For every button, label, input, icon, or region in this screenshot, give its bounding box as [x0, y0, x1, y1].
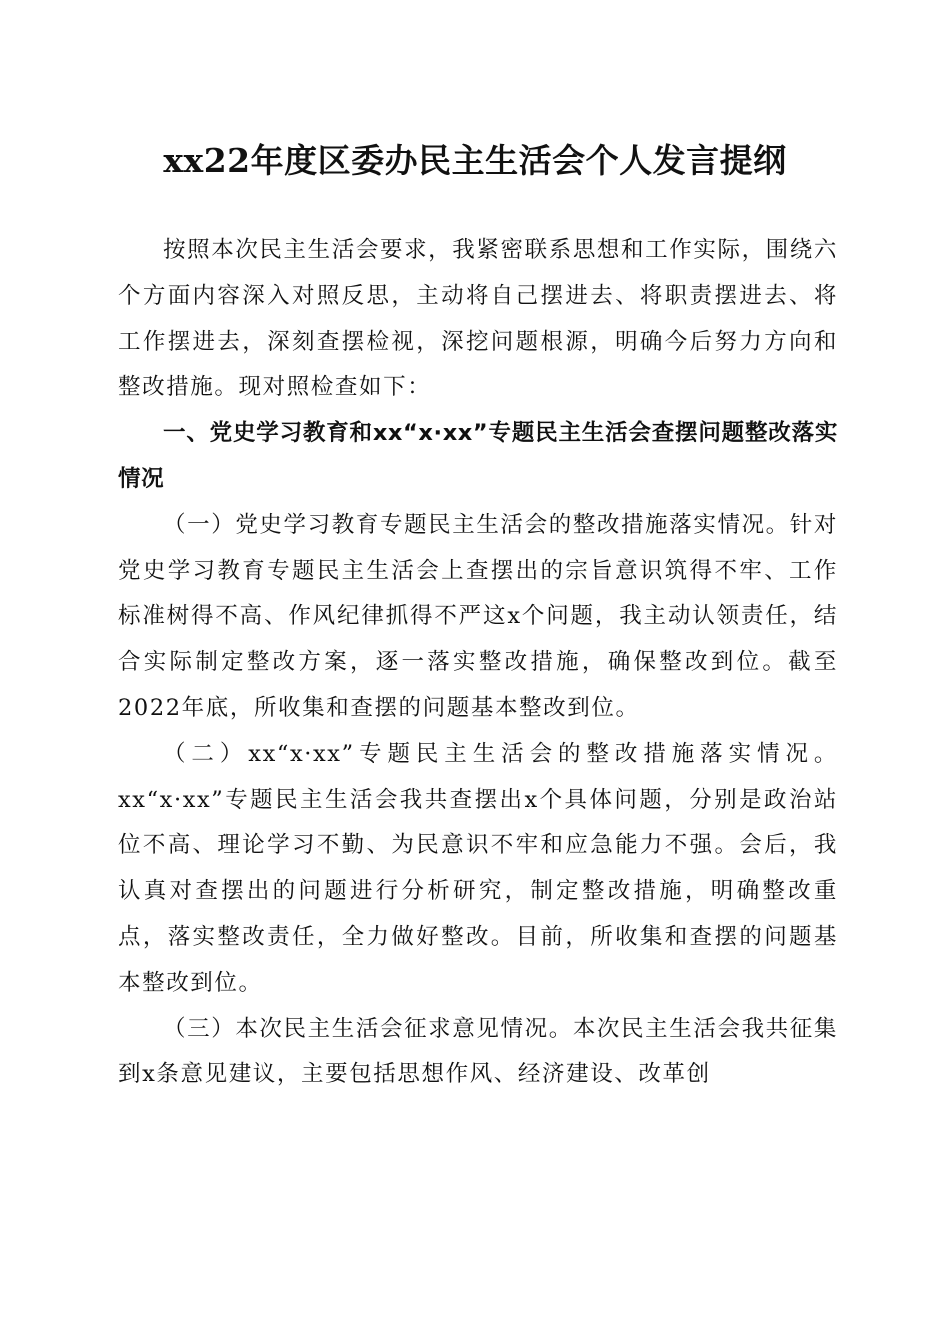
document-body — [118, 228, 838, 1098]
section-heading-1: 一、党史学习教育和xx“x·xx”专题民主生活会查摆问题整改落实情况 — [118, 420, 838, 492]
subsection-paragraph-3: （三）本次民主生活会征求意见情况。本次民主生活会我共征集到x条意见建议，主要包括思想作风、经济建设、改革创 — [118, 1015, 838, 1088]
intro-paragraph: 按照本次民主生活会要求，我紧密联系思想和工作实际，围绕六个方面内容深入对照反思，主动将自己摆进去、将职责摆进去、将工作摆进去，深刻查摆检视，深挖问题根源，明确今后努力方向和整改措施。现对照检查如下： — [118, 237, 838, 401]
subsection-paragraph-1: （一）党史学习教育专题民主生活会的整改措施落实情况。针对党史学习教育专题民主生活会上查摆出的宗旨意识筑得不牢、工作标准树得不高、作风纪律抓得不严这x个问题，我主动认领责任，结合实际制定整改方案，逐一落实整改措施，确保整改到位。截至2022年底，所收集和查摆的问题基本整改到位。 — [118, 511, 838, 721]
document-title: xx22年度区委办民主生活会个人发言提纲 — [163, 141, 787, 180]
subsection-paragraph-2: （二）xx“x·xx”专题民主生活会的整改措施落实情况。xx“x·xx”专题民主生活会我共查摆出x个具体问题，分别是政治站位不高、理论学习不勤、为民意识不牢和应急能力不强。会后，我认真对查摆出的问题进行分析研究，制定整改措施，明确整改重点，落实整改责任，全力做好整改。目前，所收集和查摆的问题基本整改到位。 — [118, 740, 838, 996]
